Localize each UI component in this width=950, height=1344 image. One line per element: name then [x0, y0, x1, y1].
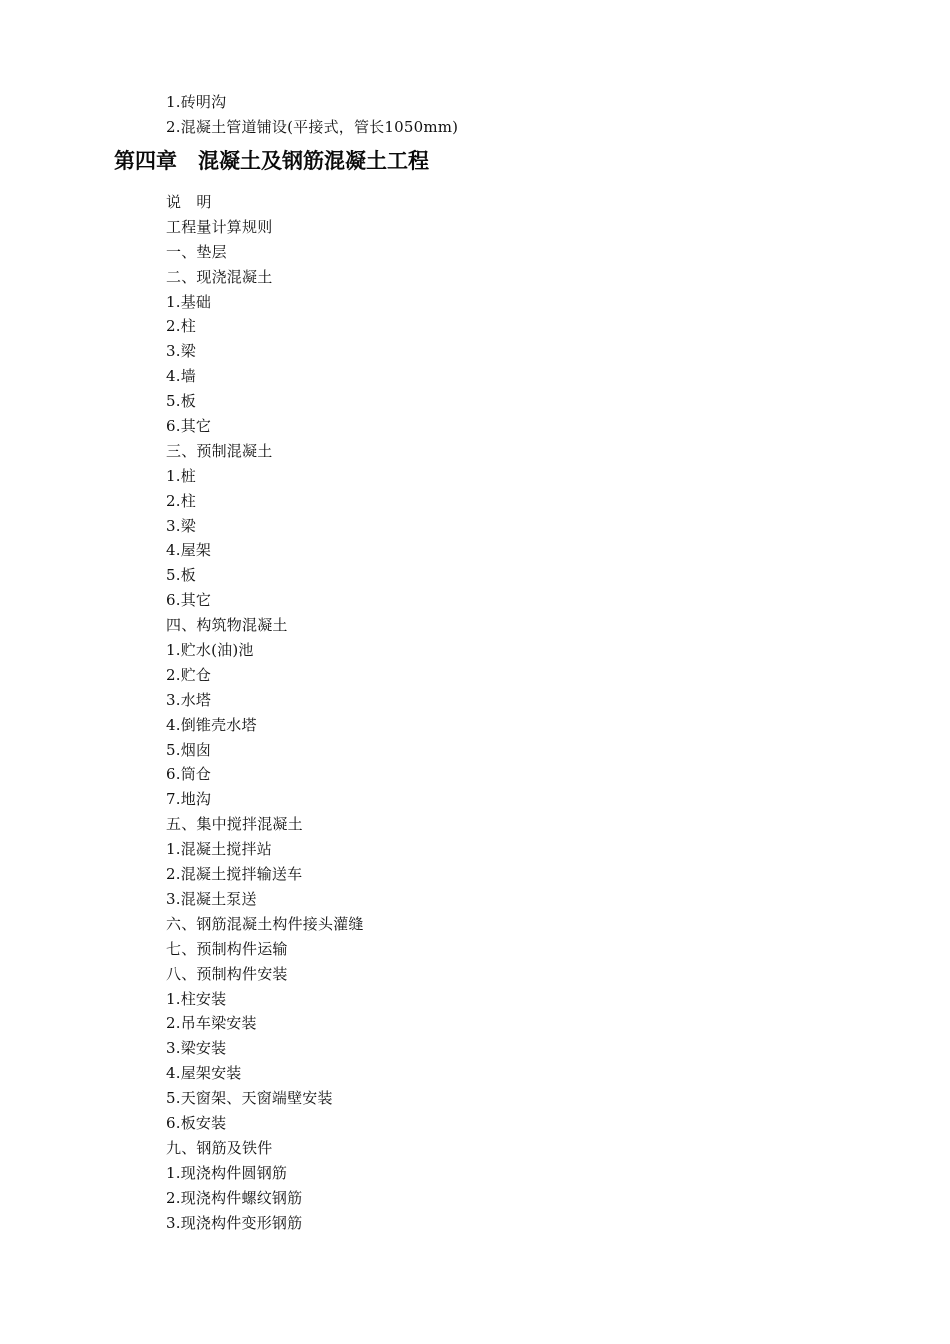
previous-section-list — [166, 90, 866, 140]
toc-item: 5.天窗架、天窗端壁安装 — [166, 1089, 333, 1108]
toc-item: 1.砖明沟 — [166, 93, 227, 111]
toc-item: 3.梁 — [166, 342, 196, 361]
toc-item: 4.倒锥壳水塔 — [166, 715, 257, 734]
toc-section-heading: 二、现浇混凝土 — [166, 267, 273, 286]
toc-section-heading: 四、构筑物混凝土 — [166, 616, 288, 635]
toc-item: 1.贮水(油)池 — [166, 641, 254, 660]
toc-section-heading: 六、钢筋混凝土构件接头灌缝 — [166, 914, 364, 933]
toc-item: 1.柱安装 — [166, 989, 227, 1008]
toc-item: 3.水塔 — [166, 690, 212, 709]
toc-item: 2.吊车梁安装 — [166, 1014, 257, 1033]
toc-item: 5.板 — [166, 392, 196, 411]
toc-item: 6.板安装 — [166, 1113, 227, 1132]
toc-section-heading: 八、预制构件安装 — [166, 964, 288, 983]
toc-item: 2.贮仓 — [166, 665, 212, 684]
toc-item: 5.板 — [166, 566, 196, 585]
toc-item: 2.柱 — [166, 491, 196, 510]
toc-item: 7.地沟 — [166, 790, 212, 809]
toc-item: 1.混凝土搅拌站 — [166, 840, 272, 859]
toc-item: 6.其它 — [166, 591, 212, 610]
toc-item: 2.混凝土管道铺设(平接式，管长1050mm) — [166, 117, 459, 136]
toc-item: 5.烟囱 — [166, 740, 212, 759]
toc-item: 1.现浇构件圆钢筋 — [166, 1163, 288, 1182]
toc-item: 2.柱 — [166, 317, 196, 336]
toc-item: 工程量计算规则 — [166, 217, 273, 236]
toc-item: 3.梁 — [166, 516, 196, 535]
toc-item: 3.现浇构件变形钢筋 — [166, 1213, 303, 1232]
toc-section-heading: 九、钢筋及铁件 — [166, 1138, 273, 1157]
toc-section-heading: 三、预制混凝土 — [166, 441, 273, 460]
toc-section-heading: 一、垫层 — [166, 242, 227, 261]
chapter-contents-list — [166, 190, 866, 1235]
toc-item: 4.屋架安装 — [166, 1064, 242, 1083]
toc-item: 1.桩 — [166, 466, 196, 485]
toc-section-heading: 七、预制构件运输 — [166, 939, 288, 958]
chapter-heading: 第四章 混凝土及钢筋混凝土工程 — [114, 149, 429, 173]
toc-item: 3.混凝土泵送 — [166, 889, 257, 908]
toc-item: 说 明 — [166, 193, 212, 211]
toc-item: 2.现浇构件螺纹钢筋 — [166, 1188, 303, 1207]
toc-section-heading: 五、集中搅拌混凝土 — [166, 815, 303, 834]
toc-item: 4.墙 — [166, 367, 196, 386]
toc-item: 6.筒仓 — [166, 765, 212, 784]
toc-item: 6.其它 — [166, 417, 212, 436]
toc-item: 1.基础 — [166, 292, 212, 311]
toc-item: 4.屋架 — [166, 541, 212, 560]
toc-item: 2.混凝土搅拌输送车 — [166, 865, 303, 884]
toc-item: 3.梁安装 — [166, 1039, 227, 1058]
